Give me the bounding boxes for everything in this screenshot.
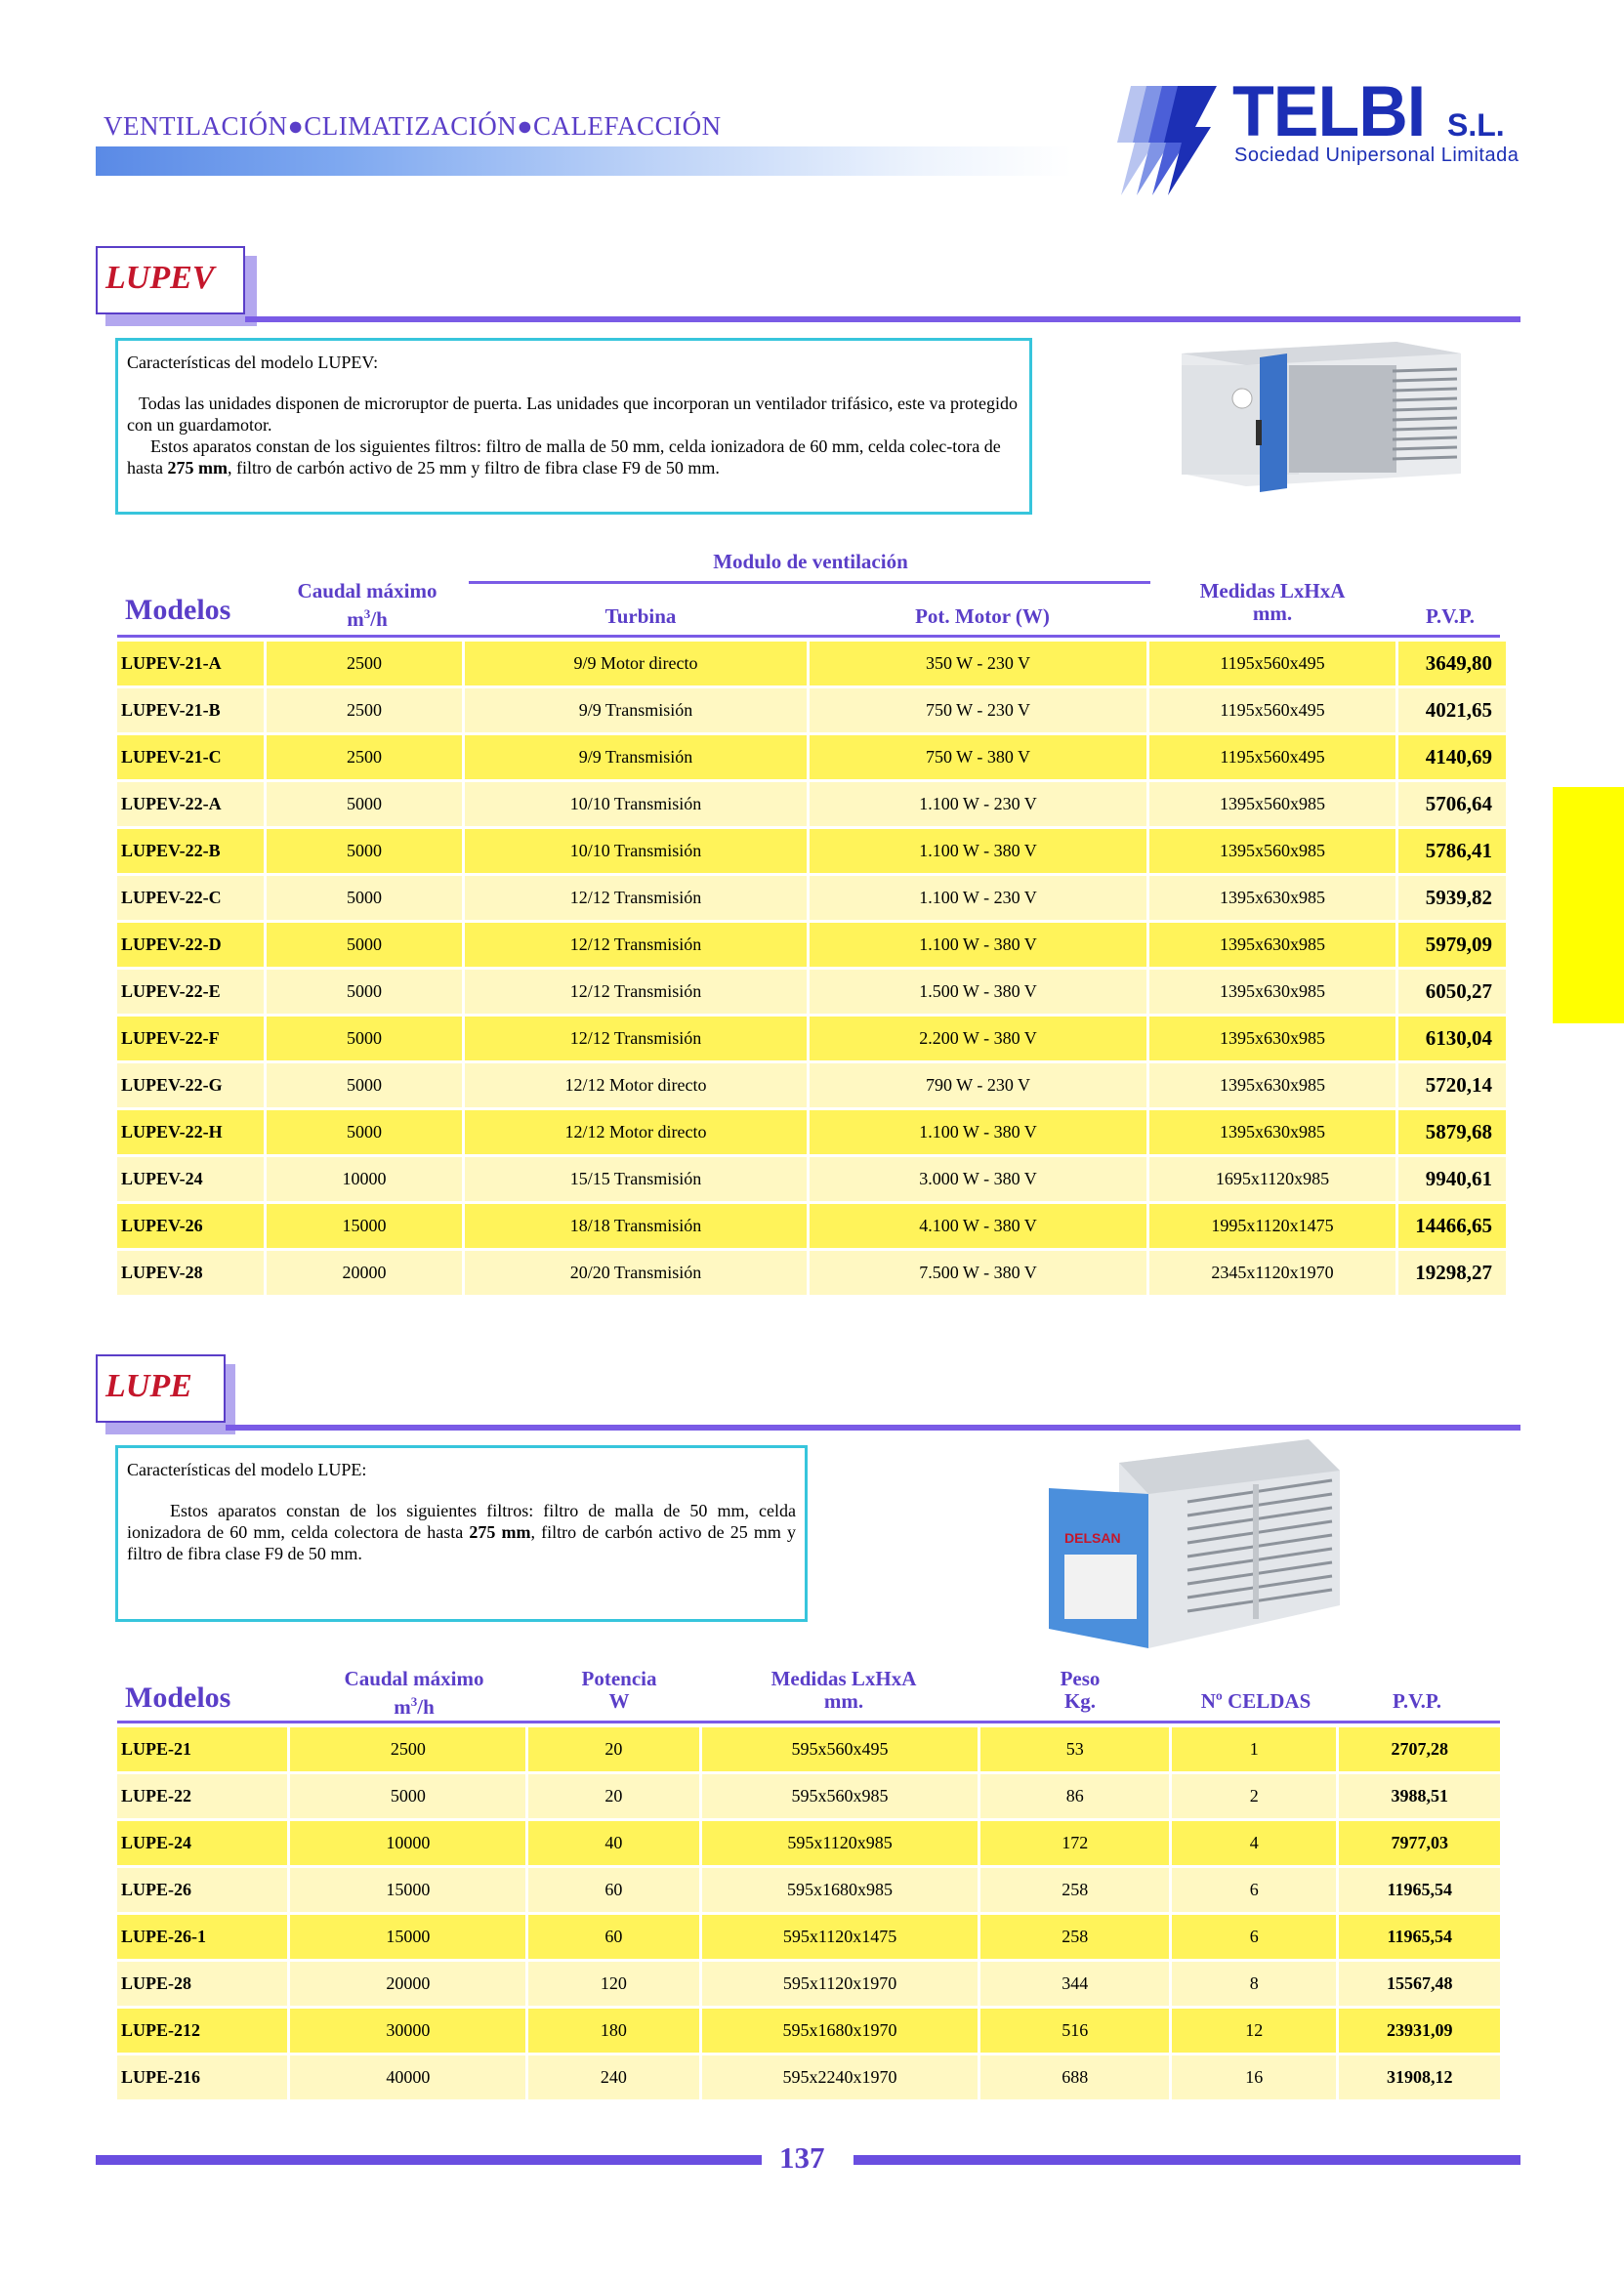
- lupev-cell: 1.100 W - 380 V: [810, 923, 1146, 967]
- lupev-cell: 12/12 Transmisión: [465, 1017, 807, 1060]
- header-gradient-bar: [96, 146, 1072, 176]
- lupev-desc-p2: Estos aparatos constan de los siguientes filtros: filtro de malla de 50 mm, celda ionizadora de 60 mm, celda colec-tora de hasta 275 mm, filtro de carbón activo de 25 mm y filtro de fibra clase F9 de 50 mm.: [127, 436, 1001, 477]
- lupe-image-brand: DELSAN: [1064, 1530, 1121, 1546]
- lupe-cell: 2707,28: [1339, 1727, 1500, 1771]
- lupev-cell: 15000: [267, 1204, 462, 1248]
- lupe-cell: LUPE-22: [117, 1774, 287, 1818]
- lupev-table-row: [117, 923, 1506, 967]
- lupev-cell: 1395x630x985: [1149, 1063, 1395, 1107]
- lupev-cell: 790 W - 230 V: [810, 1063, 1146, 1107]
- lupev-cell: 2345x1120x1970: [1149, 1251, 1395, 1295]
- lupev-cell: LUPEV-22-C: [117, 876, 264, 920]
- lupe-cell: 172: [980, 1821, 1169, 1865]
- lupe-cell: 516: [980, 2009, 1169, 2053]
- lupev-table-row: [117, 1157, 1506, 1201]
- lupe-desc-title: Características del modelo LUPE:: [127, 1460, 367, 1479]
- lupev-cell: 350 W - 230 V: [810, 642, 1146, 685]
- lupev-col-group: Modulo de ventilación: [713, 550, 908, 573]
- lupev-section-line: [245, 316, 1520, 322]
- lupev-cell: 5786,41: [1398, 829, 1506, 873]
- lupev-cell: 9/9 Motor directo: [465, 642, 807, 685]
- lupev-cell: 5706,64: [1398, 782, 1506, 826]
- lupe-header-rule: [117, 1721, 1500, 1723]
- lupev-table-row: [117, 1063, 1506, 1107]
- lupev-col-pvp: P.V.P.: [1425, 604, 1475, 628]
- lupe-cell: 595x1120x1970: [702, 1962, 979, 2006]
- lupev-table: [114, 639, 1509, 1298]
- lupev-cell: 1.100 W - 380 V: [810, 1110, 1146, 1154]
- lupe-cell: 258: [980, 1868, 1169, 1912]
- lupev-col-medidas: Medidas LxHxA mm.: [1199, 579, 1346, 625]
- lupev-product-image: [1162, 332, 1475, 496]
- lupev-cell: LUPEV-22-H: [117, 1110, 264, 1154]
- lupev-cell: 9/9 Transmisión: [465, 688, 807, 732]
- lupev-cell: LUPEV-22-E: [117, 970, 264, 1014]
- lupev-cell: 1395x560x985: [1149, 782, 1395, 826]
- lupev-group-rule: [469, 581, 1150, 584]
- lupe-cell: 4: [1172, 1821, 1336, 1865]
- side-yellow-tab: [1553, 787, 1624, 1023]
- lupev-cell: LUPEV-26: [117, 1204, 264, 1248]
- lupev-cell: LUPEV-22-G: [117, 1063, 264, 1107]
- lupev-cell: 5939,82: [1398, 876, 1506, 920]
- lupev-col-motor: Pot. Motor (W): [915, 604, 1050, 628]
- lupev-table-row: [117, 688, 1506, 732]
- lupe-table-row: [117, 1727, 1500, 1771]
- lupe-cell: 20: [528, 1727, 698, 1771]
- lupe-cell: 595x1120x985: [702, 1821, 979, 1865]
- lupev-cell: 10/10 Transmisión: [465, 829, 807, 873]
- lupe-cell: 120: [528, 1962, 698, 2006]
- lupe-cell: 595x1120x1475: [702, 1915, 979, 1959]
- lupe-cell: 31908,12: [1339, 2055, 1500, 2099]
- lupe-cell: LUPE-26-1: [117, 1915, 287, 1959]
- lupe-cell: 6: [1172, 1868, 1336, 1912]
- lupev-cell: LUPEV-22-B: [117, 829, 264, 873]
- lupev-col-modelos: Modelos: [125, 594, 231, 626]
- lupe-table-row: [117, 1915, 1500, 1959]
- lupev-table-row: [117, 829, 1506, 873]
- lupe-cell: 23931,09: [1339, 2009, 1500, 2053]
- lupe-cell: 20000: [290, 1962, 525, 2006]
- lupe-description-box: [115, 1445, 808, 1622]
- lupev-cell: 2.200 W - 380 V: [810, 1017, 1146, 1060]
- lupe-table-row: [117, 1821, 1500, 1865]
- lupev-description-box: [115, 338, 1032, 515]
- lupe-col-medidas: Medidas LxHxA mm.: [770, 1667, 917, 1713]
- lupev-cell: 1995x1120x1475: [1149, 1204, 1395, 1248]
- lupe-cell: 595x560x495: [702, 1727, 979, 1771]
- lupe-cell: 30000: [290, 2009, 525, 2053]
- lupev-cell: 4140,69: [1398, 735, 1506, 779]
- lupe-cell: 595x560x985: [702, 1774, 979, 1818]
- lupe-cell: 6: [1172, 1915, 1336, 1959]
- lupev-cell: LUPEV-22-F: [117, 1017, 264, 1060]
- lupev-cell: 5720,14: [1398, 1063, 1506, 1107]
- lupev-cell: 1.100 W - 230 V: [810, 782, 1146, 826]
- lupe-col-pvp: P.V.P.: [1392, 1689, 1441, 1713]
- lupev-cell: 9/9 Transmisión: [465, 735, 807, 779]
- lupev-cell: 2500: [267, 688, 462, 732]
- lupev-cell: 1.100 W - 380 V: [810, 829, 1146, 873]
- lupe-table-row: [117, 1962, 1500, 2006]
- lupe-cell: 1: [1172, 1727, 1336, 1771]
- lupev-cell: 12/12 Transmisión: [465, 876, 807, 920]
- lupev-cell: LUPEV-22-D: [117, 923, 264, 967]
- lupe-table: [114, 1724, 1503, 2102]
- lupev-cell: 5000: [267, 1017, 462, 1060]
- lupe-table-row: [117, 1868, 1500, 1912]
- lupe-cell: 8: [1172, 1962, 1336, 2006]
- lupev-cell: 3649,80: [1398, 642, 1506, 685]
- lupev-cell: 1395x630x985: [1149, 1017, 1395, 1060]
- logo-name: TELBI: [1232, 71, 1426, 151]
- lupev-cell: 5000: [267, 970, 462, 1014]
- lupe-cell: LUPE-28: [117, 1962, 287, 2006]
- lupe-cell: 40: [528, 1821, 698, 1865]
- lupev-desc-title: Características del modelo LUPEV:: [127, 353, 379, 372]
- lupev-cell: 5000: [267, 923, 462, 967]
- lupev-cell: 9940,61: [1398, 1157, 1506, 1201]
- lupev-cell: 1.100 W - 230 V: [810, 876, 1146, 920]
- lupe-table-row: [117, 1774, 1500, 1818]
- lupev-cell: 15/15 Transmisión: [465, 1157, 807, 1201]
- lupe-cell: 53: [980, 1727, 1169, 1771]
- lupev-cell: 19298,27: [1398, 1251, 1506, 1295]
- lupev-cell: LUPEV-24: [117, 1157, 264, 1201]
- logo-suffix: S.L.: [1447, 107, 1505, 143]
- lupev-cell: 10/10 Transmisión: [465, 782, 807, 826]
- lupev-cell: 6130,04: [1398, 1017, 1506, 1060]
- lupev-cell: 12/12 Motor directo: [465, 1110, 807, 1154]
- footer-line-left: [96, 2155, 762, 2165]
- lightning-logo-icon: [1102, 82, 1248, 199]
- lupev-cell: 5000: [267, 1063, 462, 1107]
- lupev-cell: 1395x560x985: [1149, 829, 1395, 873]
- lupev-cell: LUPEV-28: [117, 1251, 264, 1295]
- lupev-table-row: [117, 876, 1506, 920]
- lupe-cell: LUPE-24: [117, 1821, 287, 1865]
- page-number: 137: [779, 2140, 825, 2175]
- lupe-section-title: LUPE: [105, 1368, 192, 1404]
- lupe-table-row: [117, 2009, 1500, 2053]
- lupev-cell: 1395x630x985: [1149, 970, 1395, 1014]
- lupe-cell: 40000: [290, 2055, 525, 2099]
- lupe-cell: 7977,03: [1339, 1821, 1500, 1865]
- lupe-cell: 2: [1172, 1774, 1336, 1818]
- lupe-cell: 3988,51: [1339, 1774, 1500, 1818]
- lupe-cell: 60: [528, 1915, 698, 1959]
- lupe-col-celdas: Nº CELDAS: [1200, 1689, 1312, 1713]
- lupev-table-row: [117, 782, 1506, 826]
- lupev-cell: 5000: [267, 1110, 462, 1154]
- lupe-cell: 12: [1172, 2009, 1336, 2053]
- header-tagline: VENTILACIÓN●CLIMATIZACIÓN●CALEFACCIÓN: [104, 111, 722, 141]
- lupe-cell: 15567,48: [1339, 1962, 1500, 2006]
- lupe-col-caudal: Caudal máximo $m^3/h$: [344, 1667, 484, 1719]
- lupev-col-caudal: Caudal máximo $m^3/h$: [297, 579, 437, 631]
- lupev-cell: 1195x560x495: [1149, 642, 1395, 685]
- lupe-cell: LUPE-21: [117, 1727, 287, 1771]
- lupev-cell: 1195x560x495: [1149, 735, 1395, 779]
- lupe-cell: 595x1680x985: [702, 1868, 979, 1912]
- lupev-cell: LUPEV-22-A: [117, 782, 264, 826]
- lupev-cell: 1395x630x985: [1149, 1110, 1395, 1154]
- lupe-section-line: [226, 1425, 1520, 1431]
- lupev-cell: LUPEV-21-B: [117, 688, 264, 732]
- lupe-cell: 11965,54: [1339, 1915, 1500, 1959]
- lupe-cell: 15000: [290, 1915, 525, 1959]
- lupe-product-image: [1041, 1433, 1353, 1658]
- lupev-section-title: LUPEV: [105, 260, 215, 296]
- lupe-cell: 86: [980, 1774, 1169, 1818]
- lupe-cell: 180: [528, 2009, 698, 2053]
- lupev-cell: 1695x1120x985: [1149, 1157, 1395, 1201]
- lupe-cell: 595x2240x1970: [702, 2055, 979, 2099]
- lupev-desc-p1: Todas las unidades disponen de microruptor de puerta. Las unidades que incorporan un ventilador trifásico, este va protegido con un guardamotor.: [127, 394, 1018, 435]
- lupe-section-tab: [96, 1354, 226, 1423]
- lupev-cell: 5000: [267, 782, 462, 826]
- lupev-cell: 4021,65: [1398, 688, 1506, 732]
- lupe-cell: 240: [528, 2055, 698, 2099]
- lupe-col-peso: Peso Kg.: [1060, 1667, 1101, 1713]
- lupev-table-row: [117, 970, 1506, 1014]
- lupev-cell: LUPEV-21-C: [117, 735, 264, 779]
- lupev-cell: 5879,68: [1398, 1110, 1506, 1154]
- lupe-cell: 60: [528, 1868, 698, 1912]
- lupev-cell: 4.100 W - 380 V: [810, 1204, 1146, 1248]
- lupev-cell: 2500: [267, 642, 462, 685]
- lupe-cell: 15000: [290, 1868, 525, 1912]
- lupe-cell: 11965,54: [1339, 1868, 1500, 1912]
- lupev-table-row: [117, 735, 1506, 779]
- lupe-cell: 258: [980, 1915, 1169, 1959]
- lupe-cell: LUPE-216: [117, 2055, 287, 2099]
- lupev-col-turbina: Turbina: [604, 604, 677, 628]
- lupev-cell: 1395x630x985: [1149, 923, 1395, 967]
- lupev-cell: 14466,65: [1398, 1204, 1506, 1248]
- lupev-table-row: [117, 1110, 1506, 1154]
- lupe-cell: 688: [980, 2055, 1169, 2099]
- lupe-cell: 595x1680x1970: [702, 2009, 979, 2053]
- lupe-desc-p1: Estos aparatos constan de los siguientes filtros: filtro de malla de 50 mm, celda ionizadora de 60 mm, celda colectora de hasta 275 mm, filtro de carbón activo de 25 mm y filtro de fibra clase F9 de 50 mm.: [127, 1501, 796, 1563]
- lupev-table-row: [117, 642, 1506, 685]
- lupev-cell: 5000: [267, 876, 462, 920]
- lupev-cell: 7.500 W - 380 V: [810, 1251, 1146, 1295]
- lupe-cell: 5000: [290, 1774, 525, 1818]
- lupev-cell: 3.000 W - 380 V: [810, 1157, 1146, 1201]
- lupe-cell: LUPE-212: [117, 2009, 287, 2053]
- lupe-cell: 2500: [290, 1727, 525, 1771]
- lupev-section-tab: [96, 246, 245, 314]
- lupev-cell: 2500: [267, 735, 462, 779]
- lupe-cell: 20: [528, 1774, 698, 1818]
- lupev-cell: 5000: [267, 829, 462, 873]
- lupev-cell: 750 W - 230 V: [810, 688, 1146, 732]
- lupev-table-row: [117, 1204, 1506, 1248]
- lupev-cell: 10000: [267, 1157, 462, 1201]
- lupe-cell: LUPE-26: [117, 1868, 287, 1912]
- lupev-cell: 750 W - 380 V: [810, 735, 1146, 779]
- lupev-cell: 20000: [267, 1251, 462, 1295]
- lupe-cell: 16: [1172, 2055, 1336, 2099]
- lupe-table-row: [117, 2055, 1500, 2099]
- lupev-cell: LUPEV-21-A: [117, 642, 264, 685]
- lupe-cell: 10000: [290, 1821, 525, 1865]
- lupev-table-row: [117, 1251, 1506, 1295]
- lupev-table-row: [117, 1017, 1506, 1060]
- lupev-cell: 20/20 Transmisión: [465, 1251, 807, 1295]
- lupe-cell: 344: [980, 1962, 1169, 2006]
- lupe-col-modelos: Modelos: [125, 1681, 231, 1714]
- lupev-cell: 1.500 W - 380 V: [810, 970, 1146, 1014]
- lupev-header-rule: [117, 635, 1500, 638]
- lupev-cell: 1195x560x495: [1149, 688, 1395, 732]
- lupev-cell: 12/12 Transmisión: [465, 970, 807, 1014]
- footer-line-right: [854, 2155, 1520, 2165]
- lupev-cell: 12/12 Transmisión: [465, 923, 807, 967]
- lupev-cell: 6050,27: [1398, 970, 1506, 1014]
- lupev-cell: 12/12 Motor directo: [465, 1063, 807, 1107]
- lupev-cell: 1395x630x985: [1149, 876, 1395, 920]
- lupev-cell: 18/18 Transmisión: [465, 1204, 807, 1248]
- lupev-cell: 5979,09: [1398, 923, 1506, 967]
- lupe-col-potencia: Potencia W: [581, 1667, 657, 1713]
- logo-subtitle: Sociedad Unipersonal Limitada: [1234, 145, 1520, 166]
